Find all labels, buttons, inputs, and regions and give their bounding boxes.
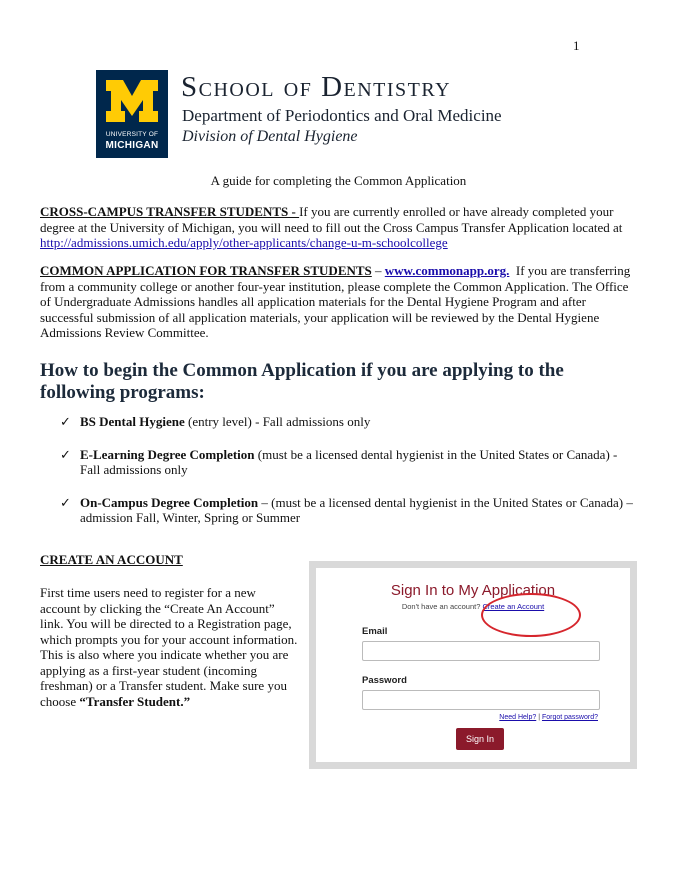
cross-campus-body: If you are currently enrolled or have already completed your degree at the University of Michigan, you will need to fill out the Cross Campus Transfer Application located at (40, 204, 623, 235)
cross-campus-link[interactable]: http://admissions.umich.edu/apply/other-applicants/change-u-m-schoolcollege (40, 235, 448, 250)
checkmark-icon: ✓ (60, 494, 71, 510)
commonapp-link[interactable]: www.commonapp.org. (384, 263, 510, 278)
block-m-icon (104, 76, 160, 126)
section-heading: How to begin the Common Application if you are applying to the following programs: (40, 360, 564, 403)
checkmark-icon: ✓ (60, 446, 71, 462)
link-separator: | (536, 714, 542, 721)
checkmark-icon: ✓ (60, 414, 71, 429)
common-app-heading: COMMON APPLICATION FOR TRANSFER STUDENTS (40, 263, 372, 278)
program-detail: (entry level) - Fall admissions only (184, 414, 371, 429)
program-detail: (must be a licensed dental hygienist in the United States or Canada) - Fall admissions only (80, 446, 618, 477)
create-account-paragraph (40, 585, 298, 709)
create-account-body: First time users need to register for a new account by clicking the “Create An Account” link. You will be directed to a Registration page, which prompts you for your account information. This is also where you indicate whether you are applying as a first-year student (incoming freshman) or a Transfer student. Make sure you choose (40, 585, 298, 709)
logo-university-text: UNIVERSITY OF (105, 131, 159, 138)
program-name: E-Learning Degree Completion (80, 446, 255, 462)
password-label: Password (362, 675, 407, 686)
help-links (499, 714, 598, 721)
no-account-text: Don't have an account? (401, 602, 483, 611)
transfer-student-emphasis: “Transfer Student.” (79, 693, 191, 709)
list-item (60, 495, 640, 526)
need-help-link[interactable]: Need Help? (499, 714, 537, 721)
guide-subtitle: A guide for completing the Common Application (210, 173, 467, 188)
division-name: Division of Dental Hygiene (182, 128, 358, 145)
email-field[interactable] (362, 641, 600, 661)
department-name: Department of Periodontics and Oral Medicine (182, 106, 502, 125)
letterhead (96, 70, 556, 160)
no-account-note (316, 602, 630, 611)
cross-campus-paragraph (40, 204, 638, 251)
list-item (60, 414, 640, 430)
program-name: On-Campus Degree Completion (80, 494, 259, 510)
common-app-body: If you are transferring from a community college or another four-year institution, please complete the Common Application. The Office of Undergraduate Admissions handles all application materials for the Dental Hygiene Program and after successful submission of all application materials, your application will be reviewed by the Dental Hygiene Admissions Review Committee. (40, 263, 631, 340)
program-name: BS Dental Hygiene (80, 414, 185, 429)
university-logo (96, 70, 168, 158)
program-list (60, 414, 640, 526)
create-account-link[interactable]: Create an Account (482, 602, 545, 611)
common-app-paragraph (40, 263, 638, 341)
logo-michigan-text: MICHIGAN (105, 140, 159, 151)
password-field[interactable] (362, 690, 600, 710)
list-item (60, 447, 640, 478)
create-account-heading: CREATE AN ACCOUNT (40, 552, 183, 567)
program-detail: – (must be a licensed dental hygienist in the United States or Canada) – admission Fall, Winter, Spring or Summer (80, 494, 633, 525)
cross-campus-heading: CROSS-CAMPUS TRANSFER STUDENTS - (40, 204, 300, 219)
signin-title: Sign In to My Application (390, 582, 556, 599)
email-label: Email (362, 626, 388, 637)
school-title: School of Dentistry (181, 71, 452, 103)
signin-form (316, 568, 630, 762)
common-app-dash: – (371, 263, 385, 278)
highlight-circle (481, 593, 581, 637)
signin-screenshot (309, 561, 637, 769)
page-number: 1 (573, 38, 580, 53)
sign-in-button[interactable]: Sign In (456, 728, 504, 750)
forgot-password-link[interactable]: Forgot password? (541, 714, 598, 721)
